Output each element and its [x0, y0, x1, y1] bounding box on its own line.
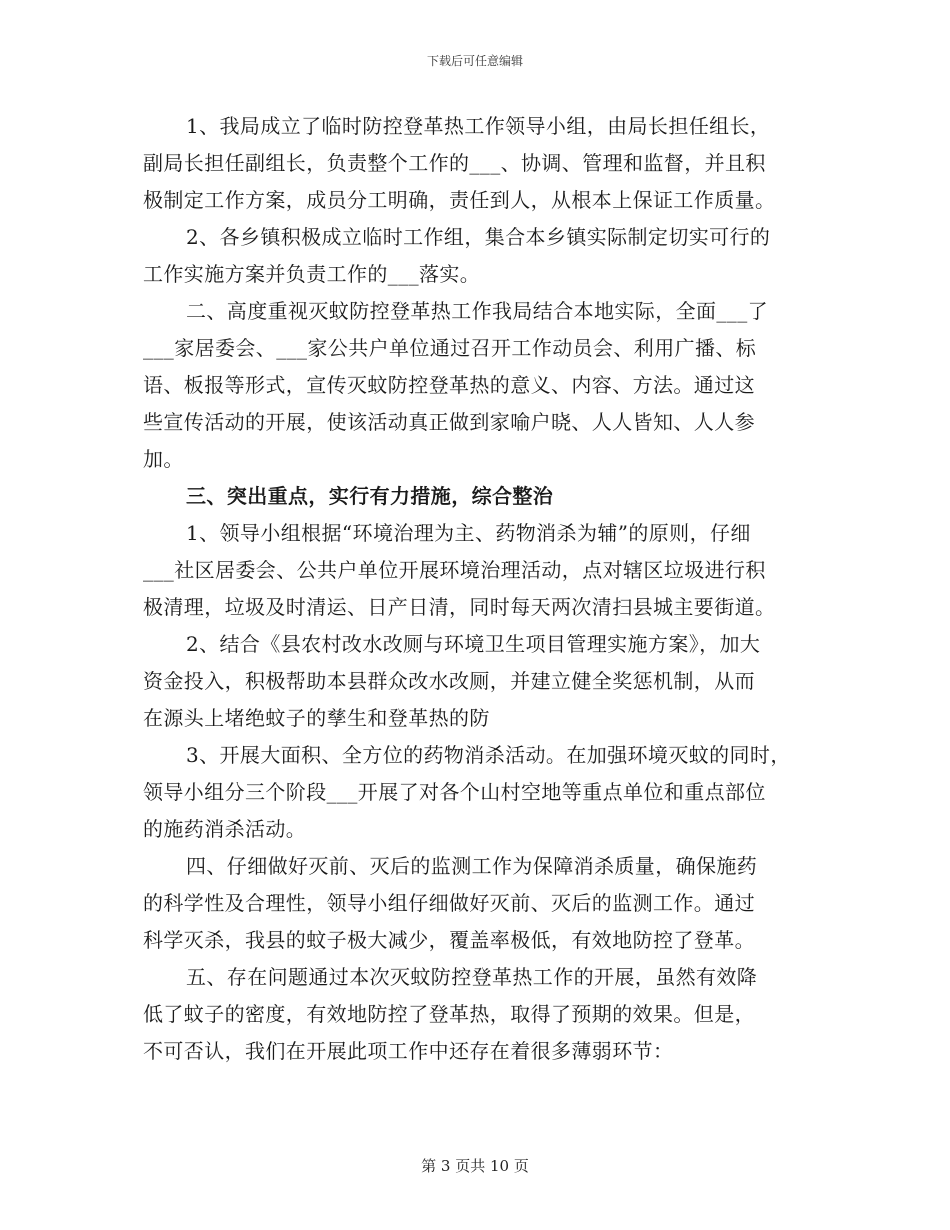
text-line: 1、我局成立了临时防控登革热工作领导小组，由局长担任组长，	[186, 114, 771, 138]
section-heading: 三、突出重点，实行有力措施，综合整治	[186, 484, 554, 508]
text-line: 极清理，垃圾及时清运、日产日清，同时每天两次清扫县城主要街道。	[143, 595, 776, 619]
text-line: 不可否认，我们在开展此项工作中还存在着很多薄弱环节：	[143, 1039, 674, 1063]
text-line: 科学灭杀，我县的蚊子极大减少，覆盖率极低，有效地防控了登革。	[143, 928, 755, 952]
text-line: 五、存在问题通过本次灭蚊防控登革热工作的开展，虽然有效降	[186, 965, 758, 989]
page-footer: 第 3 页共 10 页	[421, 1157, 529, 1175]
text-line: 工作实施方案并负责工作的___落实。	[143, 262, 481, 286]
text-line: 四、仔细做好灭前、灭后的监测工作为保障消杀质量，确保施药	[186, 854, 758, 878]
text-line: 低了蚊子的密度，有效地防控了登革热，取得了预期的效果。但是，	[143, 1002, 755, 1026]
text-line: 语、板报等形式，宣传灭蚊防控登革热的意义、内容、方法。通过这	[143, 373, 755, 397]
document-body	[143, 108, 823, 1070]
text-line: 副局长担任副组长，负责整个工作的___、协调、管理和监督，并且积	[143, 151, 766, 175]
text-line: 3、开展大面积、全方位的药物消杀活动。在加强环境灭蚊的同时，	[186, 743, 791, 767]
text-line: 在源头上堵绝蚊子的孳生和登革热的防	[143, 706, 490, 730]
text-line: 的施药消杀活动。	[143, 817, 307, 841]
text-line: 的科学性及合理性，领导小组仔细做好灭前、灭后的监测工作。通过	[143, 891, 755, 915]
text-line: 二、高度重视灭蚊防控登革热工作我局结合本地实际，全面___了	[186, 299, 768, 323]
text-line: 加。	[143, 447, 184, 471]
text-line: 资金投入，积极帮助本县群众改水改厕，并建立健全奖惩机制，从而	[143, 669, 755, 693]
text-line: 领导小组分三个阶段___开展了对各个山村空地等重点单位和重点部位	[143, 780, 766, 804]
text-line: 些宣传活动的开展，使该活动真正做到家喻户晓、人人皆知、人人参	[143, 410, 755, 434]
text-line: 1、领导小组根据“环境治理为主、药物消杀为辅”的原则，仔细	[186, 521, 751, 545]
text-line: 2、结合《县农村改水改厕与环境卫生项目管理实施方案》，加大	[186, 632, 761, 656]
text-line: ___家居委会、___家公共户单位通过召开工作动员会、利用广播、标	[143, 336, 757, 360]
page-header: 下载后可任意编辑	[426, 54, 523, 68]
text-line: ___社区居委会、公共户单位开展环境治理活动，点对辖区垃圾进行积	[143, 558, 766, 582]
text-line: 极制定工作方案，成员分工明确，责任到人，从根本上保证工作质量。	[143, 188, 776, 212]
text-line: 2、各乡镇积极成立临时工作组，集合本乡镇实际制定切实可行的	[186, 225, 771, 249]
